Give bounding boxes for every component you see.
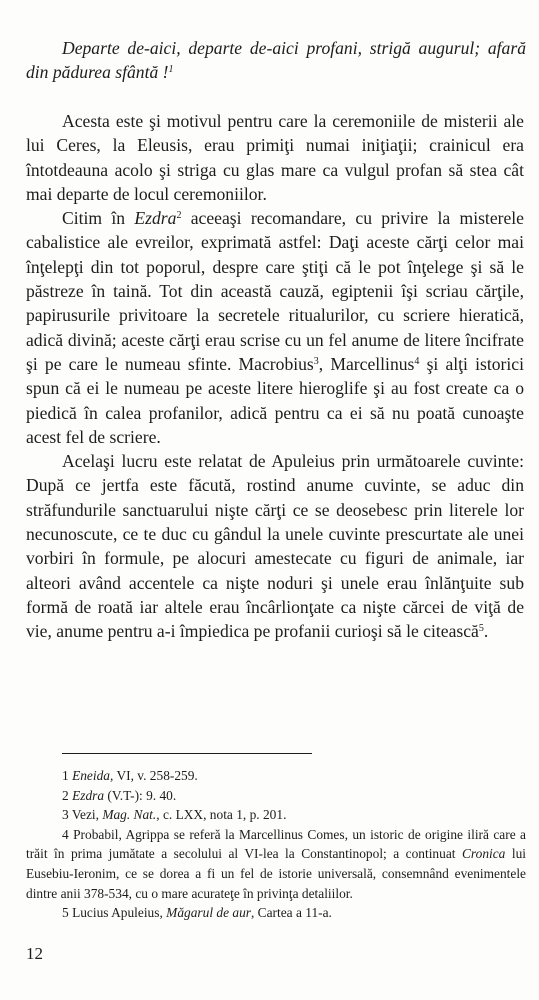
footnote-number: 5	[62, 905, 69, 921]
footnote-text: , Cartea a 11-a.	[250, 905, 332, 921]
footnote-text: , c. LXX, nota 1, p. 201.	[156, 807, 287, 823]
text-run: Acelaşi lucru este relatat de Apuleius prin următoarele cuvinte: După ce jertfa este făcută, rostind anume cuvinte, se aduc din străfundurile sanctuarului nişte cărţi ce se deosebesc prin literele lor necunoscute, ce te duc cu gândul la unele cuvinte prescurtate ale unei vorbiri în formule, pe alocuri amestecate cu figuri de animale, iar alteori având accentele ca nişte noduri şi unele erau înlănţuite sub formă de roată iar altele erau încârlionţate ca nişte cărcei de viţă de vie, anume pentru a-i împiedica pe profanii curioşi să le citească	[26, 451, 524, 642]
footnote-text: Vezi,	[71, 807, 103, 823]
book-title: Ezdra	[134, 208, 177, 229]
footnote-text: (V.T-): 9. 40.	[104, 787, 177, 803]
book-title: Măgarul de aur	[166, 905, 251, 921]
footnote-marker: 2	[176, 210, 182, 222]
footnote-text: , VI, v. 258-259.	[110, 768, 198, 783]
footnote-number: 4	[62, 826, 69, 842]
footnote-number: 2	[62, 787, 69, 803]
footnote-1	[26, 766, 526, 786]
footnotes	[26, 766, 526, 923]
footnote-marker: 5	[478, 623, 484, 635]
footnote-3	[26, 805, 526, 825]
footnote-marker: 4	[414, 355, 420, 367]
text-run: .	[483, 621, 489, 642]
footnote-4	[26, 825, 526, 903]
epigraph	[26, 36, 526, 85]
page-number: 12	[26, 944, 43, 963]
book-title: Ezdra	[72, 787, 105, 803]
footnote-text: lui Eusebiu-Ieronim, ce se dorea a fi un fel de istorie universală, consemnând evenimentele dintre anii 378-534, cu o mare acurateţe în privinţa detaliilor.	[26, 846, 527, 901]
paragraph-1: Acesta este şi motivul pentru care la ceremoniile de misterii ale lui Ceres, la Eleusis, erau primiţi numai iniţiaţii; crainicul era întotdeauna acolo şi striga cu glas mare ca vulgul profan să stea cât mai departe de locul ceremoniilor.	[26, 111, 524, 204]
paragraph-2	[26, 206, 524, 449]
footnote-marker: 3	[313, 355, 319, 367]
footnote-marker: 1	[168, 64, 174, 76]
text-run: şi alţi istorici spun că ei le numeau pe aceste litere hieroglife şi au fost create ca o piedică în calea profanilor, adică pentru ca ei să nu poată cunoaşte acest fel de scriere.	[26, 353, 524, 447]
text-run: Citim în	[62, 208, 135, 229]
book-title: Cronica	[461, 846, 506, 862]
text-run: , Marcellinus	[318, 353, 415, 374]
footnote-5	[26, 903, 526, 923]
footnote-text: Probabil, Agrippa se referă la Marcellinus Comes, un istoric de origine iliră care a trăit în prima jumătate a secolului al VI-lea la Constantinopol; a continuat	[26, 826, 526, 862]
footnote-text: Lucius Apuleius,	[72, 905, 167, 921]
book-title: Mag. Nat.	[102, 807, 157, 823]
paragraph-3	[26, 449, 524, 643]
footnote-2	[26, 786, 526, 806]
footnote-number: 1	[62, 768, 69, 783]
main-text	[26, 109, 524, 644]
book-title: Eneida	[72, 768, 110, 783]
footnote-divider	[62, 753, 312, 754]
footnote-number: 3	[62, 807, 69, 823]
epigraph-text: Departe de-aici, departe de-aici profani, strigă augurul; afară din pădurea sfântă !	[26, 38, 526, 83]
text-run: aceeaşi recomandare, cu privire la misterele cabalistice ale evreilor, exprimată astfel: Daţi aceste cărţi celor mai înţelepţi din tot poporul, despre care ştiţi că le pot înţelege şi să le păstreze în taină. Tot din această cauză, egiptenii îşi scriau cărţile, papirusurile privitoare la secretele ritualurilor, cu scriere hieratică, adică divină; aceste cărţi erau scrise cu un fel anume de litere încifrate şi pe care le numeau sfinte. Macrobius	[26, 208, 524, 374]
